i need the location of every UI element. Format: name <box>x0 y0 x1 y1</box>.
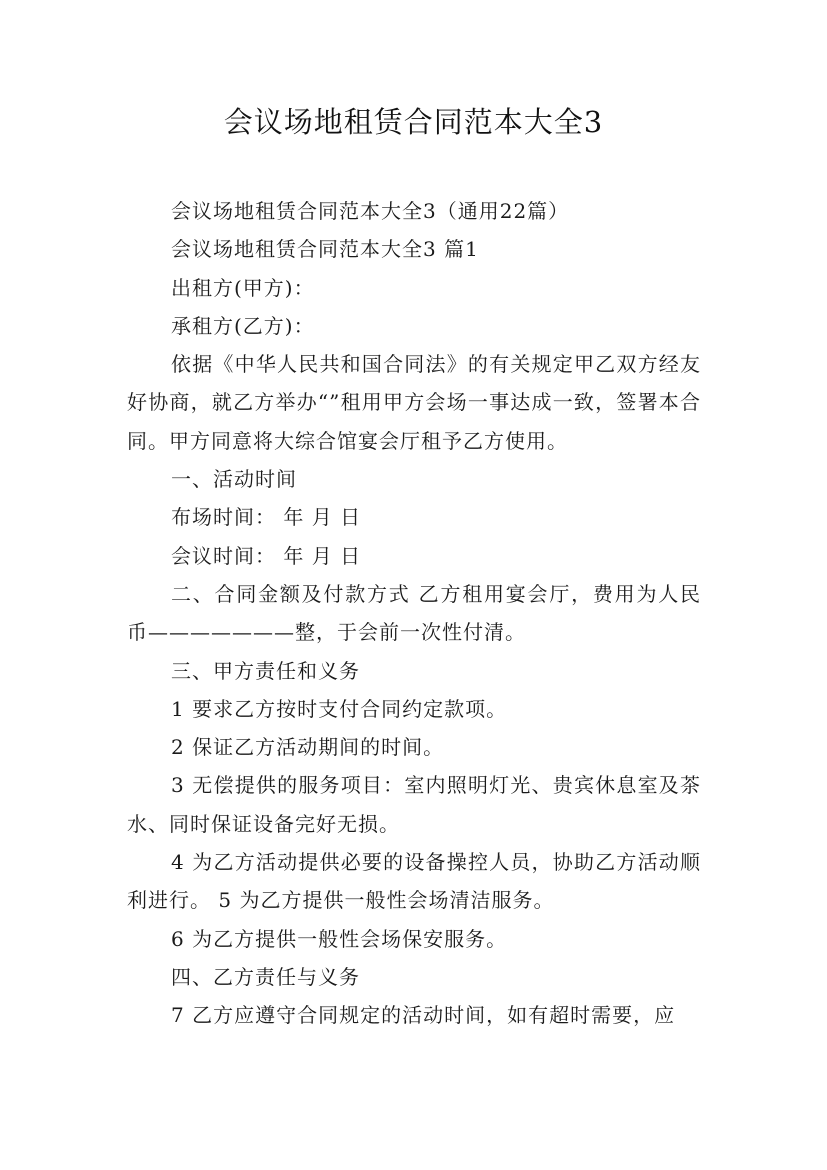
paragraph-payment: 二、合同金额及付款方式 乙方租用宴会厅，费用为人民币———————整，于会前一次性付清。 <box>127 581 701 645</box>
paragraph-subtitle: 会议场地租赁合同范本大全3（通用22篇） <box>171 199 570 223</box>
paragraph-part-heading: 会议场地租赁合同范本大全3 篇1 <box>171 237 479 262</box>
section-heading-activity-time: 一、活动时间 <box>171 467 297 492</box>
section-heading-party-b: 四、乙方责任与义务 <box>171 964 360 989</box>
list-item: 1 要求乙方按时支付合同约定款项。 <box>171 696 508 721</box>
section-heading-party-a: 三、甲方责任和义务 <box>171 658 360 683</box>
document-body <box>127 192 701 1035</box>
paragraph-setup-time: 布场时间： 年 月 日 <box>171 505 362 530</box>
paragraph-meeting-time: 会议时间： 年 月 日 <box>171 543 362 568</box>
paragraph-lessor: 出租方(甲方)： <box>171 275 315 300</box>
paragraph-preamble: 依据《中华人民共和国合同法》的有关规定甲乙双方经友好协商，就乙方举办“”租用甲方会场一事达成一致，签署本合同。甲方同意将大综合馆宴会厅租予乙方使用。 <box>127 352 701 453</box>
list-item: 7 乙方应遵守合同规定的活动时间，如有超时需要，应 <box>171 1003 676 1028</box>
document-title: 会议场地租赁合同范本大全3 <box>223 105 604 139</box>
list-item: 2 保证乙方活动期间的时间。 <box>171 735 445 760</box>
list-item: 6 为乙方提供一般性会场保安服务。 <box>171 926 508 951</box>
paragraph-lessee: 承租方(乙方)： <box>171 313 315 338</box>
list-item: 4 为乙方活动提供必要的设备操控人员，协助乙方活动顺利进行。 5 为乙方提供一般性会场清洁服务。 <box>127 850 701 913</box>
list-item: 3 无偿提供的服务项目：室内照明灯光、贵宾休息室及茶水、同时保证设备完好无损。 <box>127 773 701 836</box>
